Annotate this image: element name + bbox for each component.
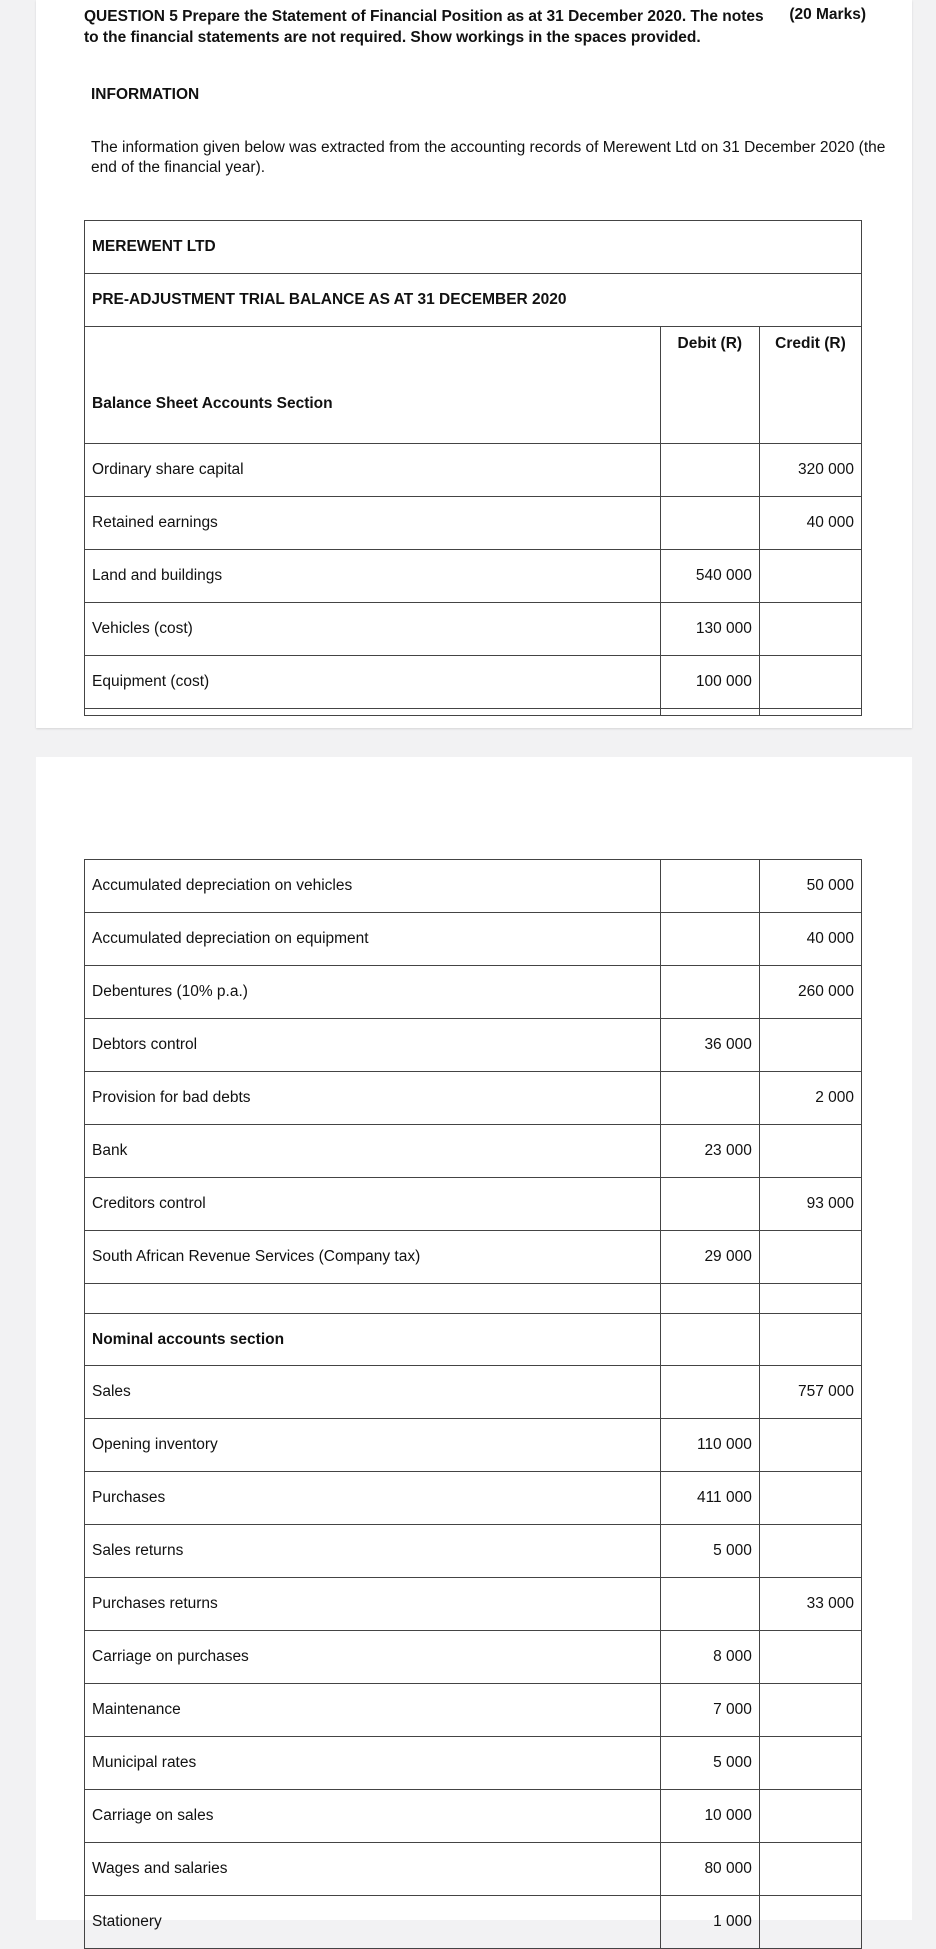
account-cell: Debtors control bbox=[85, 1019, 661, 1072]
question-title: QUESTION 5 Prepare the Statement of Financial Position as at 31 December 2020. The notes to the financial statements are not required. Show workings in the spaces provided. bbox=[84, 8, 764, 46]
account-cell: Ordinary share capital bbox=[85, 444, 661, 497]
credit-cell bbox=[759, 550, 861, 603]
table-row bbox=[85, 1419, 862, 1472]
credit-cell bbox=[759, 1737, 861, 1790]
account-cell: Accumulated depreciation on vehicles bbox=[85, 860, 661, 913]
debit-cell: 5 000 bbox=[660, 1525, 759, 1578]
table-row bbox=[85, 1684, 862, 1737]
account-cell: Equipment (cost) bbox=[85, 656, 661, 709]
account-cell: Accumulated depreciation on equipment bbox=[85, 913, 661, 966]
table-row bbox=[85, 656, 862, 709]
debit-cell: 36 000 bbox=[660, 1019, 759, 1072]
account-cell: Purchases returns bbox=[85, 1578, 661, 1631]
debit-cell: 100 000 bbox=[660, 656, 759, 709]
credit-cell: 2 000 bbox=[759, 1072, 861, 1125]
header-row bbox=[85, 327, 862, 444]
credit-cell: 40 000 bbox=[759, 913, 861, 966]
table-continuation-stub bbox=[85, 709, 862, 716]
balance-section-heading: Balance Sheet Accounts Section bbox=[85, 327, 661, 444]
credit-cell bbox=[759, 1843, 861, 1896]
empty-cell bbox=[660, 1314, 759, 1366]
debit-cell: 10 000 bbox=[660, 1790, 759, 1843]
table-row bbox=[85, 1790, 862, 1843]
marks-label: (20 Marks) bbox=[789, 6, 866, 23]
credit-cell bbox=[759, 1125, 861, 1178]
debit-cell: 110 000 bbox=[660, 1419, 759, 1472]
account-cell: Creditors control bbox=[85, 1178, 661, 1231]
table-row bbox=[85, 966, 862, 1019]
table-row bbox=[85, 497, 862, 550]
nominal-section-heading: Nominal accounts section bbox=[85, 1314, 661, 1366]
debit-cell bbox=[660, 966, 759, 1019]
information-heading: INFORMATION bbox=[91, 86, 200, 103]
debit-cell: 8 000 bbox=[660, 1631, 759, 1684]
account-cell: Debentures (10% p.a.) bbox=[85, 966, 661, 1019]
empty-cell bbox=[660, 1284, 759, 1314]
credit-cell bbox=[759, 656, 861, 709]
credit-cell: 320 000 bbox=[759, 444, 861, 497]
debit-cell bbox=[660, 1072, 759, 1125]
debit-cell: 1 000 bbox=[660, 1896, 759, 1949]
table-row bbox=[85, 1019, 862, 1072]
intro-paragraph: The information given below was extracted from the accounting records of Merewent Ltd on 31 December 2020 (the end of the financial year). bbox=[91, 139, 886, 176]
account-cell: Stationery bbox=[85, 1896, 661, 1949]
table-row bbox=[85, 1472, 862, 1525]
table-row bbox=[85, 1631, 862, 1684]
empty-cell bbox=[85, 1284, 661, 1314]
debit-cell: 7 000 bbox=[660, 1684, 759, 1737]
credit-cell: 40 000 bbox=[759, 497, 861, 550]
account-cell: South African Revenue Services (Company tax) bbox=[85, 1231, 661, 1284]
account-cell: Purchases bbox=[85, 1472, 661, 1525]
empty-cell bbox=[85, 709, 661, 716]
account-cell: Wages and salaries bbox=[85, 1843, 661, 1896]
account-cell: Land and buildings bbox=[85, 550, 661, 603]
account-cell: Opening inventory bbox=[85, 1419, 661, 1472]
debit-cell bbox=[660, 497, 759, 550]
table-row bbox=[85, 1896, 862, 1949]
title-row bbox=[85, 274, 862, 327]
credit-cell bbox=[759, 1231, 861, 1284]
account-cell: Bank bbox=[85, 1125, 661, 1178]
empty-cell bbox=[759, 1284, 861, 1314]
account-cell: Provision for bad debts bbox=[85, 1072, 661, 1125]
account-cell: Municipal rates bbox=[85, 1737, 661, 1790]
debit-cell bbox=[660, 1366, 759, 1419]
credit-cell bbox=[759, 1896, 861, 1949]
debit-cell: 540 000 bbox=[660, 550, 759, 603]
account-cell: Sales bbox=[85, 1366, 661, 1419]
account-cell: Carriage on sales bbox=[85, 1790, 661, 1843]
spacer-row bbox=[85, 1284, 862, 1314]
debit-cell: 130 000 bbox=[660, 603, 759, 656]
debit-cell bbox=[660, 860, 759, 913]
table-row bbox=[85, 1231, 862, 1284]
account-cell: Retained earnings bbox=[85, 497, 661, 550]
table-row bbox=[85, 860, 862, 913]
debit-column-header: Debit (R) bbox=[660, 327, 759, 444]
trial-balance-table-part-1 bbox=[84, 220, 862, 716]
credit-cell: 93 000 bbox=[759, 1178, 861, 1231]
credit-cell: 33 000 bbox=[759, 1578, 861, 1631]
credit-cell: 50 000 bbox=[759, 860, 861, 913]
credit-cell bbox=[759, 1790, 861, 1843]
document-page-1 bbox=[36, 0, 912, 728]
credit-cell: 757 000 bbox=[759, 1366, 861, 1419]
account-cell: Carriage on purchases bbox=[85, 1631, 661, 1684]
table-row bbox=[85, 1525, 862, 1578]
company-name: MEREWENT LTD bbox=[85, 221, 862, 274]
table-row bbox=[85, 913, 862, 966]
table-row bbox=[85, 1125, 862, 1178]
credit-cell bbox=[759, 1419, 861, 1472]
account-cell: Vehicles (cost) bbox=[85, 603, 661, 656]
debit-cell: 80 000 bbox=[660, 1843, 759, 1896]
table-row bbox=[85, 1178, 862, 1231]
credit-cell bbox=[759, 1525, 861, 1578]
table-row bbox=[85, 444, 862, 497]
account-cell: Sales returns bbox=[85, 1525, 661, 1578]
debit-cell: 5 000 bbox=[660, 1737, 759, 1790]
credit-cell bbox=[759, 603, 861, 656]
table-row bbox=[85, 1578, 862, 1631]
trial-balance-table-part-2 bbox=[84, 859, 862, 1949]
credit-cell bbox=[759, 1019, 861, 1072]
empty-cell bbox=[759, 709, 861, 716]
table-row bbox=[85, 1843, 862, 1896]
debit-cell: 411 000 bbox=[660, 1472, 759, 1525]
company-row bbox=[85, 221, 862, 274]
empty-cell bbox=[759, 1314, 861, 1366]
empty-cell bbox=[660, 709, 759, 716]
credit-cell bbox=[759, 1684, 861, 1737]
table-row bbox=[85, 603, 862, 656]
credit-cell bbox=[759, 1472, 861, 1525]
table-row bbox=[85, 550, 862, 603]
debit-cell: 29 000 bbox=[660, 1231, 759, 1284]
credit-cell: 260 000 bbox=[759, 966, 861, 1019]
table-row bbox=[85, 1366, 862, 1419]
debit-cell bbox=[660, 1178, 759, 1231]
account-cell: Maintenance bbox=[85, 1684, 661, 1737]
debit-cell bbox=[660, 444, 759, 497]
debit-cell bbox=[660, 1578, 759, 1631]
table-row bbox=[85, 1737, 862, 1790]
debit-cell: 23 000 bbox=[660, 1125, 759, 1178]
debit-cell bbox=[660, 913, 759, 966]
credit-cell bbox=[759, 1631, 861, 1684]
nominal-section-row bbox=[85, 1314, 862, 1366]
table-title: PRE-ADJUSTMENT TRIAL BALANCE AS AT 31 DECEMBER 2020 bbox=[85, 274, 862, 327]
credit-column-header: Credit (R) bbox=[759, 327, 861, 444]
table-row bbox=[85, 1072, 862, 1125]
